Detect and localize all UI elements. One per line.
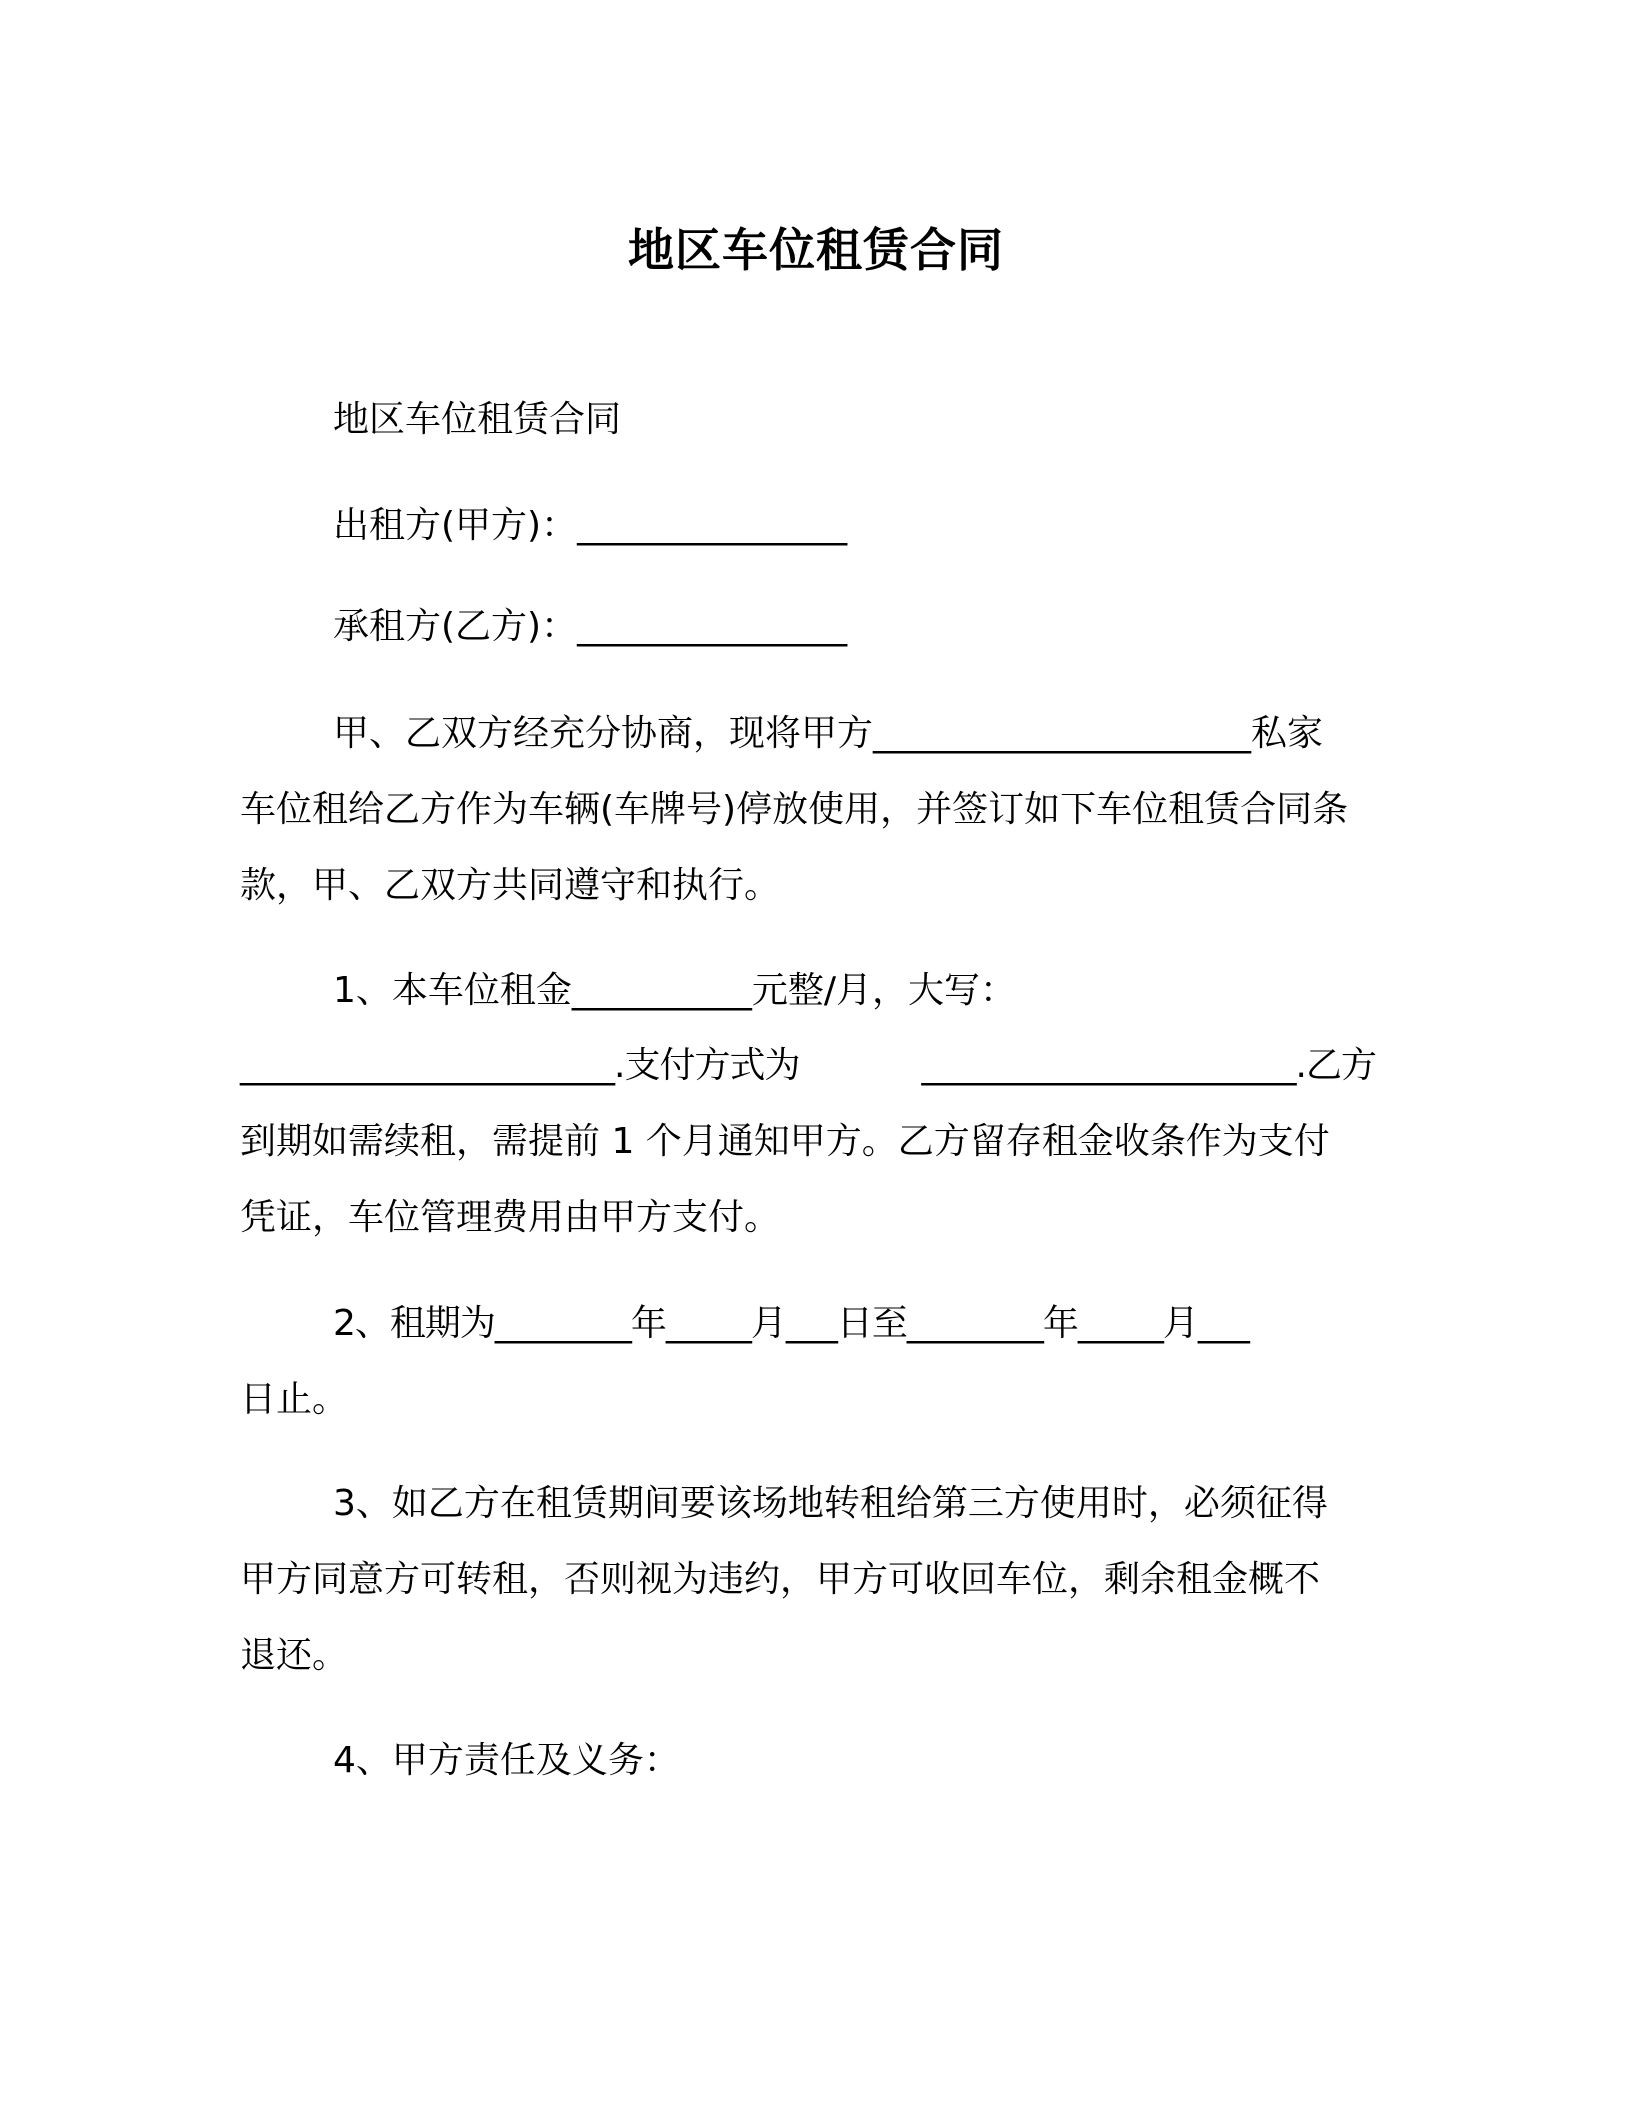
- clause-3-line-3: 退还。: [240, 1635, 349, 1676]
- clause-1-line-1: 1、本车位租金__________元整/月，大写：: [333, 970, 1017, 1011]
- document-subtitle: 地区车位租赁合同: [333, 399, 622, 440]
- clause-2-line-2: 日止。: [240, 1379, 349, 1420]
- lessee-line: 承租方(乙方)：_______________: [333, 606, 848, 647]
- clause-3-line-2: 甲方同意方可转租，否则视为违约，甲方可收回车位，剩余租金概不: [240, 1559, 1321, 1600]
- intro-line-1: 甲、乙双方经充分协商，现将甲方_____________________私家: [333, 713, 1324, 754]
- clause-4-heading: 4、甲方责任及义务：: [333, 1740, 680, 1781]
- document-title: 地区车位租赁合同: [628, 223, 1004, 277]
- clause-3-line-1: 3、如乙方在租赁期间要该场地转租给第三方使用时，必须征得: [333, 1483, 1328, 1524]
- clause-1-line-3: 到期如需续租，需提前 1 个月通知甲方。乙方留存租金收条作为支付: [240, 1121, 1330, 1162]
- clause-1-line-2-right: ______________________.乙方: [921, 1045, 1376, 1086]
- clause-1-line-2-left: ______________________.支付方式为: [240, 1045, 800, 1086]
- intro-line-3: 款，甲、乙双方共同遵守和执行。: [240, 865, 781, 906]
- clause-1-line-4: 凭证，车位管理费用由甲方支付。: [240, 1197, 781, 1238]
- clause-1-line-2: [240, 1040, 1376, 1092]
- intro-line-2: 车位租给乙方作为车辆(车牌号)停放使用，并签订如下车位租赁合同条: [240, 789, 1349, 830]
- clause-2-line-1: 2、租期为________年_____月___日至________年_____月___: [333, 1303, 1249, 1344]
- lessor-line: 出租方(甲方)：_______________: [333, 505, 848, 546]
